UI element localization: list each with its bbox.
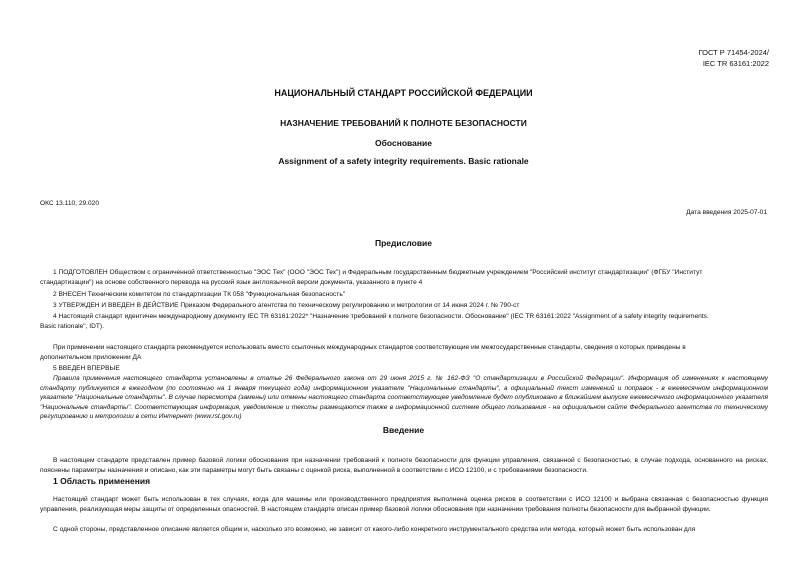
introduction-heading: Введение [382,425,425,435]
scope-paragraph-1: Настоящий стандарт может быть использован в тех случаях, когда для машины или производственного предприятия выполнена оценка рисков в соответствии с ИСО 12100 и выбрана связанная с безопасностью функция управления, реализующая меры защиты от определенных опасностей. В настоящем стандарте описан пример базовой логики обоснования при назначении требования полноты безопасности для выбранной функции. [40,496,768,513]
foreword-item-4-cont: Basic rationale", IDT). [40,323,104,330]
standard-designation [698,47,769,69]
effective-date: Дата введения 2025-07-01 [686,209,767,216]
scope-paragraph-2: С одной стороны, представленное описание является общим и, насколько это возможно, не зависит от какого-либо конкретного инструментального средства или метода, который может быть использован для [53,526,696,533]
introduction-text: В настоящем стандарте представлен пример базовой логики обоснования при назначении требований к полноте безопасности для функции управления, связанной с безопасностью, в случае подхода, основанного на рисках, пояснены параметры назначения и описано, как эти параметры могут быть связаны с оценкой риска, выполненной в соответствии с ИСО 12100, и с требованиями безопасности. [40,457,768,474]
standard-number: ГОСТ Р 71454-2024/ [698,48,769,57]
foreword-heading: Предисловие [374,238,433,248]
foreword-item-4: 4 Настоящий стандарт идентичен международному документу IEC TR 63161:2022* "Назначение требований к полноте безопасности. Обоснование" (IEC TR 63161:2022 "Assignment of a safety integrity requirements. [53,313,709,320]
foreword-item-1: 1 ПОДГОТОВЛЕН Обществом с ограниченной ответственностью "ЭОС Тех" (ООО "ЭОС Тех") и Федеральным государственным бюджетным учреждением "Российский институт стандартизации" (ФГБУ "Институт [53,269,703,276]
oks-code: ОКС 13.110, 29.020 [40,200,99,207]
scope-heading: 1 Область применения [53,476,151,486]
standard-iec-number: IEC TR 63161:2022 [702,59,769,68]
foreword-item-5: 5 ВВЕДЕН ВПЕРВЫЕ [53,365,120,372]
national-standard-title: НАЦИОНАЛЬНЫЙ СТАНДАРТ РОССИЙСКОЙ ФЕДЕРАЦИИ [274,88,533,98]
document-main-title: НАЗНАЧЕНИЕ ТРЕБОВАНИЙ К ПОЛНОТЕ БЕЗОПАСНОСТИ [280,118,527,128]
foreword-reference-note: При применении настоящего стандарта рекомендуется использовать вместо ссылочных международных стандартов соответствующие им межгосударственные стандарты, сведения о которых приведены в [53,344,686,351]
foreword-application-rules: Правила применения настоящего стандарта установлены в статье 26 Федерального закона от 29 июня 2015 г. № 162-ФЗ "О стандартизации в Российской Федерации". Информация об изменениях к настоящему стандарту публикуется в ежегодном (по состоянию на 1 января текущего года) информационном указателе "Национальные стандарты", а официальный текст изменений и поправок - в ежемесячном информационном указателе "Национальные стандарты". В случае пересмотра (замены) или отмены настоящего стандарта соответствующее уведомление будет опубликовано в ближайшем выпуске ежемесячного информационного указателя "Национальные стандарты". Соответствующая информация, уведомление и тексты размещаются также в информационной системе общего пользования - на официальном сайте Федерального агентства по техническому регулированию и метрологии в сети Интернет (www.rst.gov.ru) [40,375,768,421]
foreword-item-2: 2 ВНЕСЕН Техническим комитетом по стандартизации ТК 058 "Функциональная безопасность" [53,291,346,298]
foreword-item-3: 3 УТВЕРЖДЕН И ВВЕДЕН В ДЕЙСТВИЕ Приказом Федерального агентства по техническому регулированию и метрологии от 14 июня 2024 г. № 790-ст [53,302,520,309]
foreword-reference-note-cont: дополнительном приложении ДА [40,354,142,361]
foreword-item-1-cont: стандартизации") на основе собственного перевода на русский язык англоязычной версии документа, указанного в пункте 4 [40,279,423,286]
document-english-title: Assignment of a safety integrity requirements. Basic rationale [278,156,529,166]
document-subtitle: Обоснование [375,138,432,148]
